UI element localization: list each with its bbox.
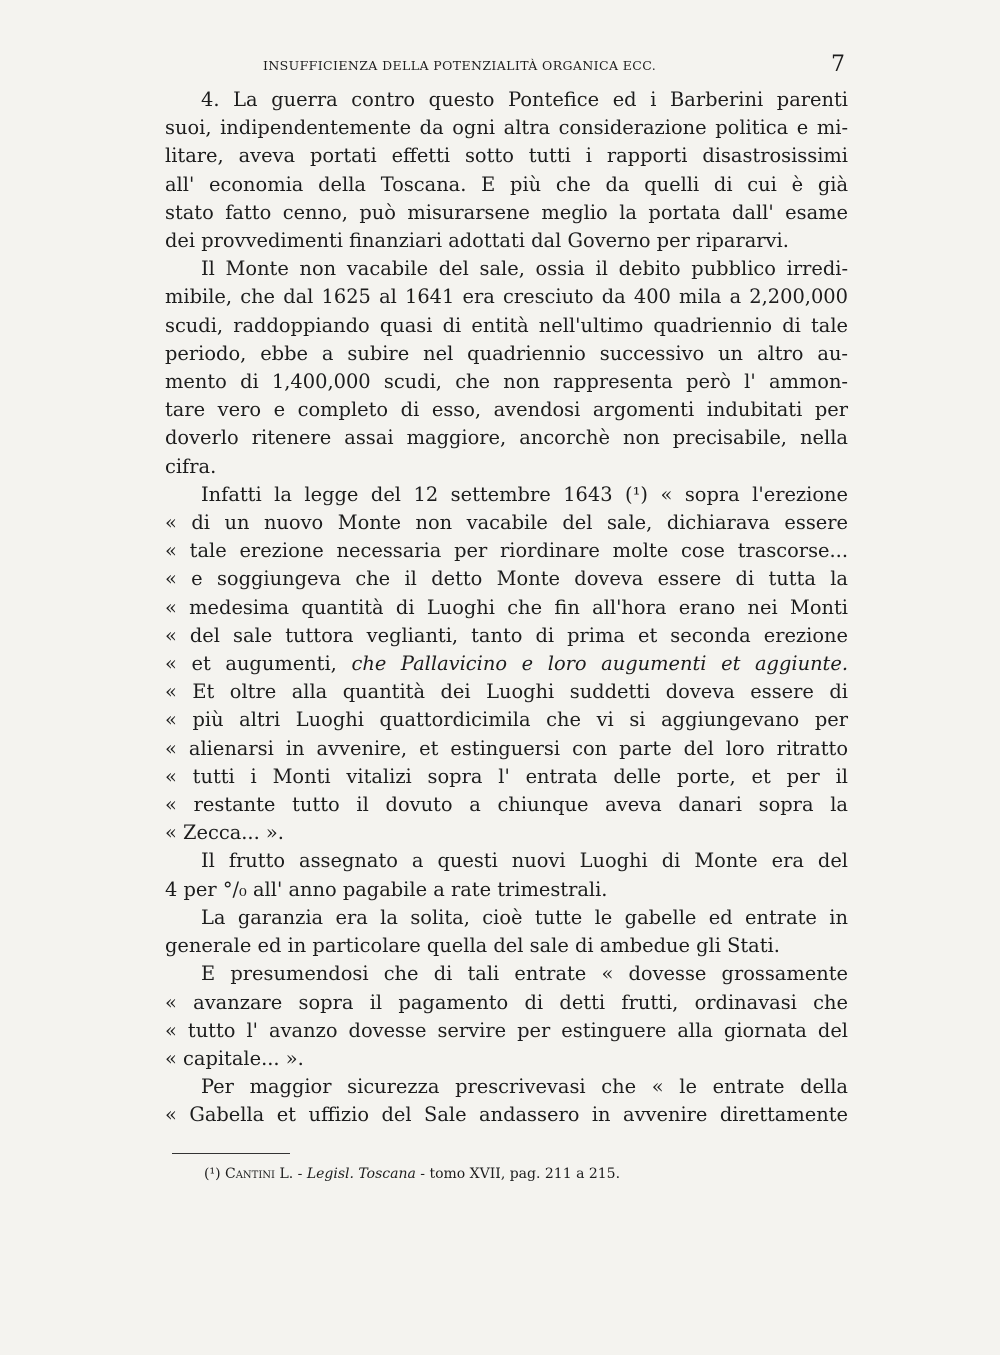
text-line: « tutto l' avanzo dovesse servire per estinguere alla giornata del	[165, 1018, 848, 1042]
text-line: all' economia della Toscana. E più che da quelli di cui è già	[165, 172, 848, 196]
text-line: Il frutto assegnato a questi nuovi Luoghi di Monte era del	[201, 849, 848, 873]
paragraph-3	[165, 481, 848, 848]
text-line: « del sale tuttora veglianti, tanto di prima et seconda erezione	[165, 623, 848, 647]
footnote-title: Legisl. Toscana	[306, 1166, 416, 1182]
text-line: generale ed in particolare quella del sale di ambedue gli Stati.	[165, 934, 780, 958]
paragraph-1	[165, 86, 848, 255]
text-line: Infatti la legge del 12 settembre 1643 (¹) « sopra l'erezione	[201, 482, 848, 506]
text-line: « capitale... ».	[165, 1046, 304, 1070]
body-text	[165, 86, 848, 1130]
text-line: scudi, raddoppiando quasi di entità nell'ultimo quadriennio di tale	[165, 313, 848, 337]
footnote-details: - tomo XVII, pag. 211 a 215.	[415, 1166, 621, 1182]
italic-quote: che Pallavicino e loro augumenti et aggiunte.	[351, 652, 848, 676]
text-line: « Zecca... ».	[165, 821, 284, 845]
footnote-separator: -	[293, 1166, 307, 1182]
text-line: « Et oltre alla quantità dei Luoghi suddetti doveva essere di	[165, 680, 848, 704]
text-line: mibile, che dal 1625 al 1641 era cresciuto da 400 mila a 2,200,000	[165, 285, 848, 309]
text-line: La garanzia era la solita, cioè tutte le gabelle ed entrate in	[201, 905, 848, 929]
footnote-divider	[172, 1153, 290, 1154]
paragraph-5	[165, 904, 848, 960]
footnote-marker: (¹)	[204, 1166, 221, 1182]
text-line: Il Monte non vacabile del sale, ossia il debito pubblico irredi-	[201, 257, 848, 281]
running-title: INSUFFICIENZA DELLA POTENZIALITÀ ORGANICA ECC.	[263, 58, 657, 73]
text-line: « medesima quantità di Luoghi che fin all'hora erano nei Monti	[165, 595, 848, 619]
text-line: doverlo ritenere assai maggiore, ancorchè non precisabile, nella	[165, 426, 848, 450]
text-line: dei provvedimenti finanziari adottati dal Governo per ripararvi.	[165, 229, 789, 253]
text-line: « alienarsi in avvenire, et estinguersi con parte del loro ritratto	[165, 736, 848, 760]
text-line-italic-quote	[165, 650, 848, 678]
paragraph-4	[165, 847, 848, 903]
text-line: suoi, indipendentemente da ogni altra considerazione politica e mi-	[165, 116, 848, 140]
text-line: cifra.	[165, 454, 217, 478]
text-line: E presumendosi che di tali entrate « dovesse grossamente	[201, 962, 848, 986]
paragraph-2	[165, 255, 848, 481]
text-line: « tutti i Monti vitalizi sopra l' entrata delle porte, et per il	[165, 764, 848, 788]
text-line: mento di 1,400,000 scudi, che non rappresenta però l' ammon-	[165, 370, 848, 394]
text-line: « avanzare sopra il pagamento di detti frutti, ordinavasi che	[165, 990, 848, 1014]
text-line: stato fatto cenno, può misurarsene meglio la portata dall' esame	[165, 200, 848, 224]
text-line: « più altri Luoghi quattordicimila che vi si aggiungevano per	[165, 708, 848, 732]
text-line: 4. La guerra contro questo Pontefice ed i Barberini parenti	[201, 88, 848, 111]
text-line-start: « et augumenti,	[165, 652, 337, 676]
paragraph-6	[165, 960, 848, 1073]
text-line: 4 per °/₀ all' anno pagabile a rate trimestrali.	[165, 877, 608, 901]
text-line: « di un nuovo Monte non vacabile del sale, dichiarava essere	[165, 511, 848, 535]
text-line: « e soggiungeva che il detto Monte doveva essere di tutta la	[165, 567, 848, 591]
text-line: litare, aveva portati effetti sotto tutti i rapporti disastrosissimi	[165, 144, 848, 168]
page-number: 7	[831, 52, 845, 77]
text-line: Per maggior sicurezza prescrivevasi che « le entrate della	[201, 1075, 848, 1099]
page-header	[165, 54, 845, 78]
paragraph-7	[165, 1073, 848, 1129]
text-line: « Gabella et uffizio del Sale andassero in avvenire direttamente	[165, 1103, 848, 1127]
text-line: periodo, ebbe a subire nel quadriennio successivo un altro au-	[165, 341, 848, 365]
text-line: « tale erezione necessaria per riordinare molte cose trascorse...	[165, 539, 848, 563]
footnote-author: Cantini L.	[225, 1166, 294, 1182]
footnote	[204, 1166, 620, 1182]
text-line: tare vero e completo di esso, avendosi argomenti indubitati per	[165, 398, 848, 422]
text-line: « restante tutto il dovuto a chiunque aveva danari sopra la	[165, 793, 848, 817]
